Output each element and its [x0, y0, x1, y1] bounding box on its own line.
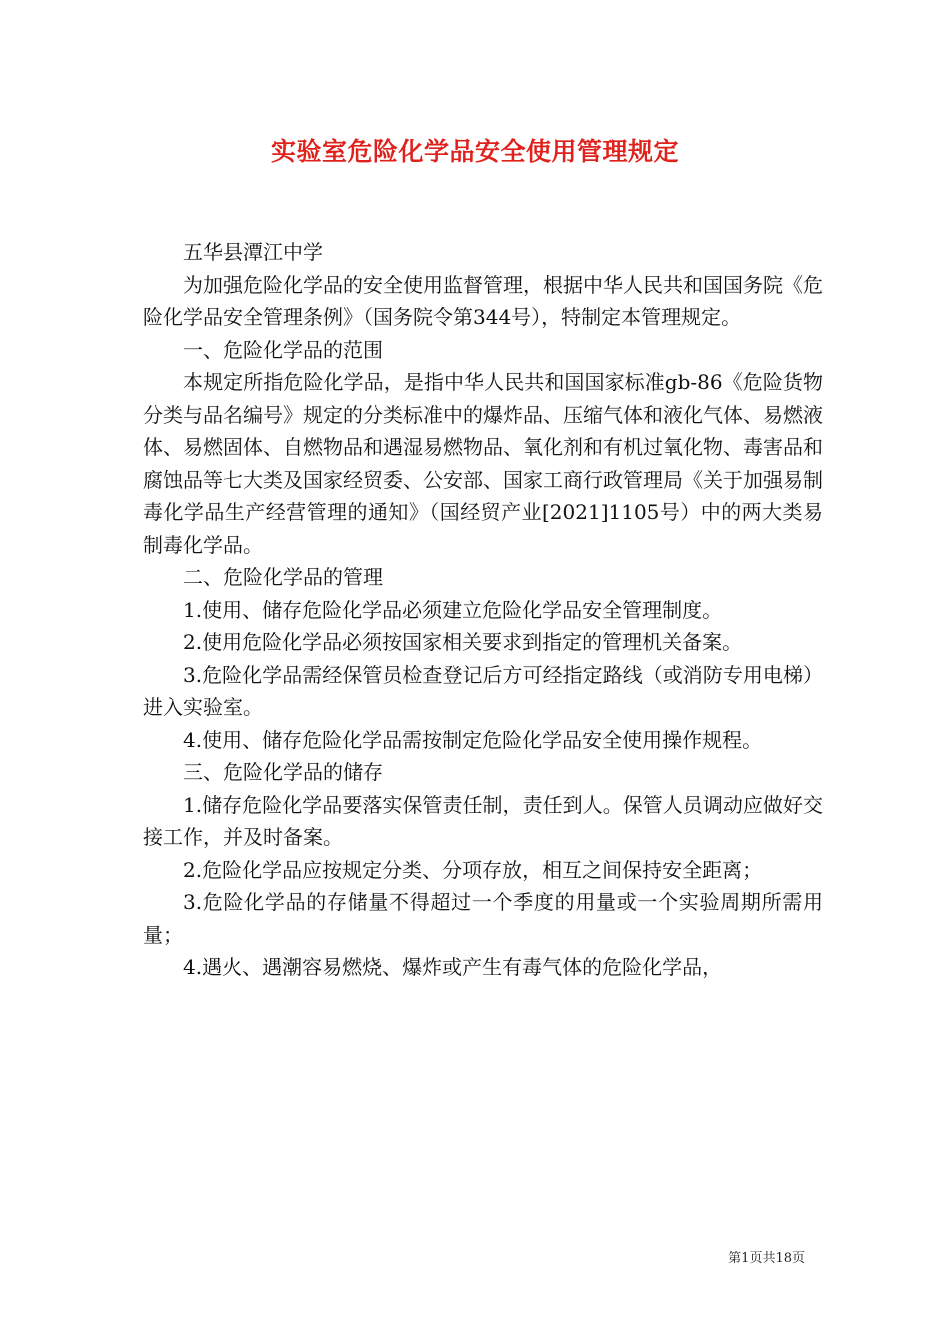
paragraph-intro: 为加强危险化学品的安全使用监督管理，根据中华人民共和国国务院《危险化学品安全管理条例》（国务院令第344号），特制定本管理规定。	[143, 272, 823, 329]
list-item: 1.储存危险化学品要落实保管责任制，责任到人。保管人员调动应做好交接工作，并及时备案。	[143, 792, 823, 849]
document-title: 实验室危险化学品安全使用管理规定	[270, 137, 679, 166]
list-item: 2.危险化学品应按规定分类、分项存放，相互之间保持安全距离；	[183, 857, 763, 882]
page-number: 第1页共18页	[728, 1251, 805, 1266]
paragraph-scope: 本规定所指危险化学品，是指中华人民共和国国家标准gb-86《危险货物分类与品名编号》规定的分类标准中的爆炸品、压缩气体和液化气体、易燃液体、易燃固体、自燃物品和遇湿易燃物品、氧化剂和有机过氧化物、毒害品和腐蚀品等七大类及国家经贸委、公安部、国家工商行政管理局《关于加强易制毒化学品生产经营管理的通知》（国经贸产业[2021]1105号）中的两大类易制毒化学品。	[143, 370, 823, 557]
list-item: 2.使用危险化学品必须按国家相关要求到指定的管理机关备案。	[183, 630, 743, 654]
section-heading-scope: 一、危险化学品的范围	[183, 337, 383, 362]
section-heading-storage: 三、危险化学品的储存	[183, 760, 383, 784]
list-item: 1.使用、储存危险化学品必须建立危险化学品安全管理制度。	[183, 597, 723, 622]
list-item: 4.遇火、遇潮容易燃烧、爆炸或产生有毒气体的危险化学品，	[183, 955, 723, 979]
section-heading-management: 二、危险化学品的管理	[183, 565, 383, 589]
author-line: 五华县潭江中学	[183, 240, 323, 264]
list-item: 4.使用、储存危险化学品需按制定危险化学品安全使用操作规程。	[183, 727, 763, 752]
list-item: 3.危险化学品需经保管员检查登记后方可经指定路线（或消防专用电梯）进入实验室。	[143, 662, 823, 719]
list-item: 3.危险化学品的存储量不得超过一个季度的用量或一个实验周期所需用量；	[143, 890, 823, 947]
document-body	[143, 236, 823, 984]
